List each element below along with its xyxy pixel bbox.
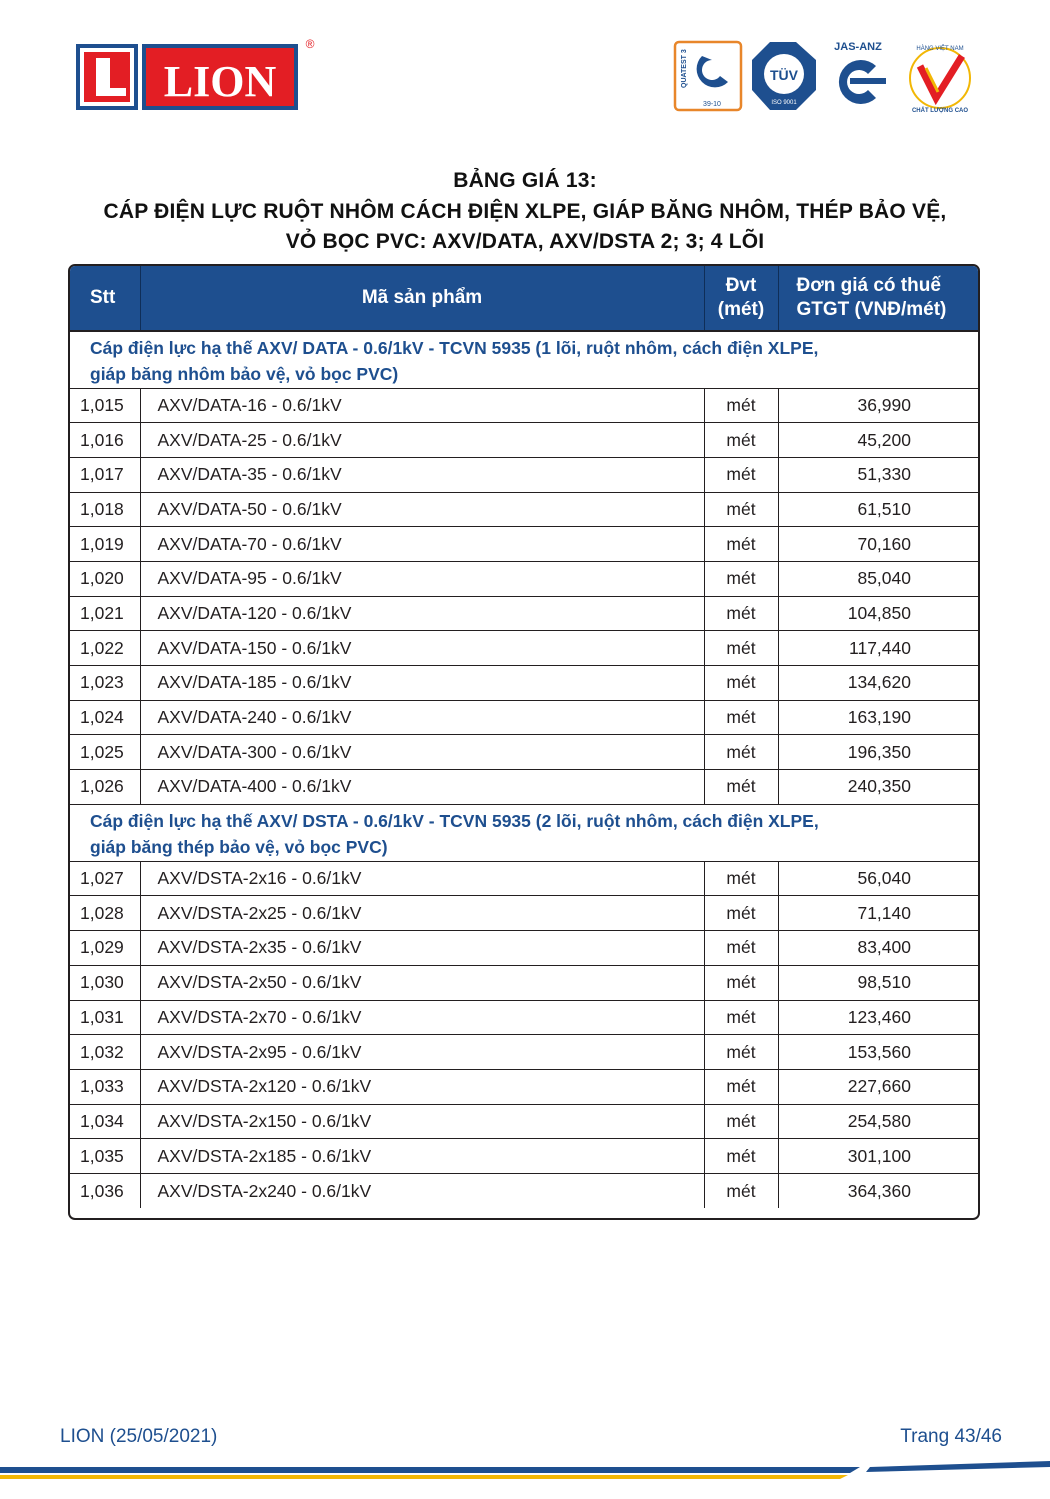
hang-viet-nam-chat-luong-cao-logo <box>910 44 970 114</box>
row-price: 85,040 <box>778 561 980 596</box>
row-unit: mét <box>704 700 778 735</box>
row-price: 71,140 <box>778 896 980 931</box>
row-product-code: AXV/DSTA-2x70 - 0.6/1kV <box>140 1000 704 1035</box>
row-unit: mét <box>704 492 778 527</box>
table-row <box>70 861 980 896</box>
row-product-code: AXV/DSTA-2x16 - 0.6/1kV <box>140 861 704 896</box>
section-title-line1: Cáp điện lực hạ thế AXV/ DATA - 0.6/1kV - TCVN 5935 (1 lõi, ruột nhôm, cách điện XLPE, <box>90 338 819 359</box>
header-unit <box>704 266 778 331</box>
svg-text:QUATEST 3: QUATEST 3 <box>681 49 688 88</box>
header-unit-line1: Đvt <box>725 275 757 296</box>
row-unit: mét <box>704 561 778 596</box>
row-stt: 1,030 <box>70 965 140 1000</box>
row-price: 104,850 <box>778 596 980 631</box>
table-row <box>70 965 980 1000</box>
row-price: 196,350 <box>778 735 980 770</box>
row-product-code: AXV/DSTA-2x120 - 0.6/1kV <box>140 1069 704 1104</box>
row-unit: mét <box>704 1000 778 1035</box>
lion-logo <box>76 38 320 114</box>
row-stt: 1,032 <box>70 1035 140 1070</box>
row-product-code: AXV/DATA-35 - 0.6/1kV <box>140 457 704 492</box>
table-row <box>70 1069 980 1104</box>
table-row <box>70 631 980 666</box>
footer-decorative-bar <box>0 1457 1050 1499</box>
title-line-2: CÁP ĐIỆN LỰC RUỘT NHÔM CÁCH ĐIỆN XLPE, GIÁP BĂNG NHÔM, THÉP BẢO VỆ, <box>103 200 947 223</box>
table-row <box>70 931 980 966</box>
section-title-line2: giáp băng thép bảo vệ, vỏ bọc PVC) <box>90 837 388 858</box>
header-unit-line2: (mét) <box>717 299 765 320</box>
svg-text:ISO 9001: ISO 9001 <box>771 100 797 106</box>
svg-text:JAS-ANZ: JAS-ANZ <box>834 41 882 53</box>
svg-text:39-10: 39-10 <box>703 101 721 108</box>
table-header <box>70 266 980 331</box>
table-row <box>70 423 980 458</box>
row-unit: mét <box>704 770 778 805</box>
row-price: 83,400 <box>778 931 980 966</box>
row-stt: 1,016 <box>70 423 140 458</box>
header-price <box>778 266 980 331</box>
row-unit: mét <box>704 457 778 492</box>
row-price: 163,190 <box>778 700 980 735</box>
row-stt: 1,026 <box>70 770 140 805</box>
table-row <box>70 492 980 527</box>
row-stt: 1,035 <box>70 1139 140 1174</box>
row-unit: mét <box>704 861 778 896</box>
row-product-code: AXV/DATA-25 - 0.6/1kV <box>140 423 704 458</box>
section-header-row <box>70 804 980 861</box>
row-stt: 1,018 <box>70 492 140 527</box>
row-unit: mét <box>704 931 778 966</box>
svg-text:TÜV: TÜV <box>770 67 798 83</box>
jas-anz-logo <box>834 41 886 104</box>
table-row <box>70 1173 980 1208</box>
svg-text:LION: LION <box>163 57 277 106</box>
section-title-line1: Cáp điện lực hạ thế AXV/ DSTA - 0.6/1kV - TCVN 5935 (2 lõi, ruột nhôm, cách điện XLPE, <box>90 811 819 832</box>
row-price: 36,990 <box>778 388 980 423</box>
row-stt: 1,029 <box>70 931 140 966</box>
row-stt: 1,021 <box>70 596 140 631</box>
table-row <box>70 896 980 931</box>
row-price: 153,560 <box>778 1035 980 1070</box>
row-stt: 1,017 <box>70 457 140 492</box>
section-header-row <box>70 331 980 388</box>
row-price: 227,660 <box>778 1069 980 1104</box>
row-price: 45,200 <box>778 423 980 458</box>
row-stt: 1,023 <box>70 666 140 701</box>
table-row <box>70 770 980 805</box>
header-product: Mã sản phẩm <box>140 266 704 331</box>
row-price: 98,510 <box>778 965 980 1000</box>
quatest-logo <box>675 42 741 110</box>
row-product-code: AXV/DATA-70 - 0.6/1kV <box>140 527 704 562</box>
row-unit: mét <box>704 388 778 423</box>
svg-text:®: ® <box>305 38 315 51</box>
table-row <box>70 1000 980 1035</box>
row-price: 51,330 <box>778 457 980 492</box>
row-stt: 1,036 <box>70 1173 140 1208</box>
header-price-line2: GTGT (VNĐ/mét) <box>796 299 947 320</box>
table-row <box>70 700 980 735</box>
section-title <box>70 331 980 388</box>
price-table <box>68 264 980 1220</box>
footer-page-number: Trang 43/46 <box>900 1426 1002 1447</box>
row-stt: 1,034 <box>70 1104 140 1139</box>
table-row <box>70 457 980 492</box>
row-price: 56,040 <box>778 861 980 896</box>
row-unit: mét <box>704 596 778 631</box>
row-price: 70,160 <box>778 527 980 562</box>
row-stt: 1,019 <box>70 527 140 562</box>
row-unit: mét <box>704 1104 778 1139</box>
row-product-code: AXV/DATA-240 - 0.6/1kV <box>140 700 704 735</box>
table-row <box>70 596 980 631</box>
footer-date: LION (25/05/2021) <box>60 1426 218 1447</box>
row-stt: 1,027 <box>70 861 140 896</box>
row-product-code: AXV/DATA-150 - 0.6/1kV <box>140 631 704 666</box>
row-stt: 1,024 <box>70 700 140 735</box>
row-product-code: AXV/DSTA-2x185 - 0.6/1kV <box>140 1139 704 1174</box>
table-row <box>70 561 980 596</box>
row-product-code: AXV/DATA-400 - 0.6/1kV <box>140 770 704 805</box>
header-stt: Stt <box>70 266 140 331</box>
svg-text:CHẤT LƯỢNG CAO: CHẤT LƯỢNG CAO <box>911 108 969 114</box>
row-product-code: AXV/DATA-120 - 0.6/1kV <box>140 596 704 631</box>
section-title <box>70 804 980 861</box>
row-price: 364,360 <box>847 1180 911 1201</box>
row-stt: 1,033 <box>70 1069 140 1104</box>
table-row <box>70 527 980 562</box>
row-price: 240,350 <box>778 770 980 805</box>
row-stt: 1,031 <box>70 1000 140 1035</box>
row-price: 301,100 <box>778 1139 980 1174</box>
table-row <box>70 1104 980 1139</box>
row-stt: 1,015 <box>70 388 140 423</box>
row-product-code: AXV/DATA-16 - 0.6/1kV <box>140 388 704 423</box>
row-price: 254,580 <box>778 1104 980 1139</box>
table-row <box>70 388 980 423</box>
row-unit: mét <box>704 631 778 666</box>
row-product-code: AXV/DSTA-2x25 - 0.6/1kV <box>140 896 704 931</box>
row-unit: mét <box>704 896 778 931</box>
row-product-code: AXV/DATA-185 - 0.6/1kV <box>140 666 704 701</box>
tuv-logo <box>752 42 816 110</box>
row-stt: 1,025 <box>70 735 140 770</box>
table-row <box>70 735 980 770</box>
row-stt: 1,020 <box>70 561 140 596</box>
row-price: 117,440 <box>778 631 980 666</box>
row-unit: mét <box>704 423 778 458</box>
row-product-code: AXV/DATA-50 - 0.6/1kV <box>140 492 704 527</box>
row-product-code: AXV/DATA-95 - 0.6/1kV <box>140 561 704 596</box>
table-row <box>70 666 980 701</box>
row-unit: mét <box>704 1173 778 1208</box>
row-product-code: AXV/DATA-300 - 0.6/1kV <box>140 735 704 770</box>
row-unit: mét <box>704 1069 778 1104</box>
certification-logos <box>672 38 982 114</box>
header-price-line1: Đơn giá có thuế <box>796 275 941 296</box>
table-row <box>70 1139 980 1174</box>
row-price: 134,620 <box>778 666 980 701</box>
row-unit: mét <box>704 527 778 562</box>
row-stt: 1,028 <box>70 896 140 931</box>
row-product-code: AXV/DSTA-2x35 - 0.6/1kV <box>140 931 704 966</box>
table-row <box>70 1035 980 1070</box>
row-product-code: AXV/DSTA-2x50 - 0.6/1kV <box>140 965 704 1000</box>
row-product-code: AXV/DSTA-2x95 - 0.6/1kV <box>140 1035 704 1070</box>
row-stt: 1,022 <box>70 631 140 666</box>
title-line-1: BẢNG GIÁ 13: <box>453 169 597 192</box>
row-price: 123,460 <box>778 1000 980 1035</box>
row-unit: mét <box>704 1139 778 1174</box>
row-unit: mét <box>704 666 778 701</box>
row-product-code: AXV/DSTA-2x150 - 0.6/1kV <box>140 1104 704 1139</box>
row-product-code: AXV/DSTA-2x240 - 0.6/1kV <box>140 1173 704 1208</box>
row-unit: mét <box>704 1035 778 1070</box>
row-unit: mét <box>704 735 778 770</box>
section-title-line2: giáp băng nhôm bảo vệ, vỏ bọc PVC) <box>90 364 399 385</box>
row-price: 61,510 <box>778 492 980 527</box>
svg-text:HÀNG VIỆT NAM: HÀNG VIỆT NAM <box>916 46 964 52</box>
row-unit: mét <box>704 965 778 1000</box>
title-line-3: VỎ BỌC PVC: AXV/DATA, AXV/DSTA 2; 3; 4 LÕI <box>285 230 765 253</box>
